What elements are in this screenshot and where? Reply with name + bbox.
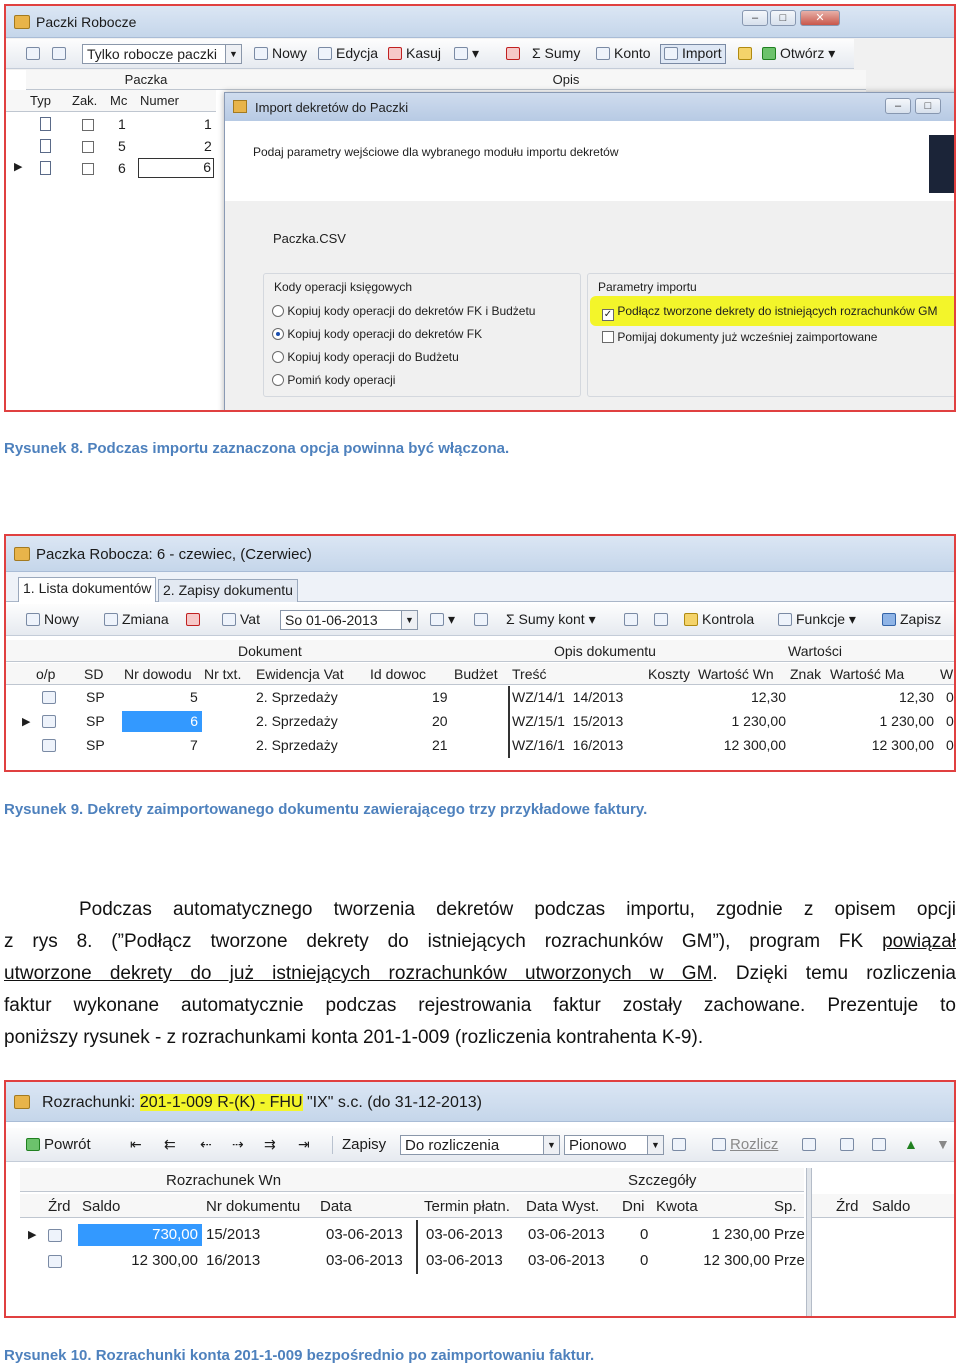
window-title: Paczka Robocza: 6 - czewiec, (Czerwiec)	[36, 546, 312, 563]
dialog-maximize-button[interactable]: □	[915, 98, 941, 114]
group-wartosci: Wartości	[788, 643, 842, 659]
tab-document-records[interactable]: 2. Zapisy dokumentu	[158, 579, 298, 602]
col-kwota[interactable]: Kwota	[656, 1198, 698, 1215]
arrow-right-icon	[762, 47, 776, 60]
settle-icon	[712, 1138, 726, 1151]
stop-icon[interactable]	[506, 45, 524, 63]
col-nr-dowodu[interactable]: Nr dowodu	[124, 666, 192, 682]
col-sp[interactable]: Sp.	[774, 1198, 797, 1215]
printer-doc-icon	[48, 1253, 66, 1269]
cell-nr: 5	[190, 689, 198, 705]
toolbar	[6, 604, 954, 636]
checkbox[interactable]	[82, 138, 94, 154]
x-icon	[388, 47, 402, 60]
functions-icon	[778, 613, 792, 626]
next-icon[interactable]: ⇢	[232, 1136, 244, 1152]
wizard-logo-icon	[929, 135, 956, 193]
cell-sp: Prze	[774, 1252, 805, 1269]
app-icon	[14, 15, 30, 29]
cell-data-wyst: 03-06-2013	[528, 1252, 605, 1269]
edit-doc-icon	[42, 713, 60, 729]
date-select[interactable]: So 01-06-2013 ▼	[280, 610, 418, 630]
figure-9-screenshot	[4, 534, 956, 772]
col-zak[interactable]: Zak.	[72, 93, 98, 108]
account-button[interactable]: Konto	[596, 45, 651, 63]
figure-8-screenshot	[4, 4, 956, 412]
search-icon[interactable]	[672, 1136, 690, 1154]
records-button[interactable]: Zapisy	[342, 1136, 387, 1153]
window-titlebar	[6, 6, 954, 38]
body-paragraph	[4, 894, 956, 1054]
window-title: Rozrachunki: 201-1-009 R-(K) - FHU "IX" s.c. (do 31-12-2013)	[42, 1094, 482, 1111]
calc-icon[interactable]	[624, 611, 642, 629]
cell-numer: 2	[204, 138, 212, 154]
column-header	[20, 1194, 804, 1218]
cell-mc: 6	[118, 160, 126, 176]
sigma-icon: Σ	[506, 611, 515, 627]
delete-icon[interactable]	[186, 611, 204, 629]
figure-10-caption: Rysunek 10. Rozrachunki konta 201-1-009 bezpośrednio po zaimportowaniu faktur.	[4, 1347, 595, 1364]
cell-w: 0	[946, 713, 954, 729]
paragraph-line-4: faktur wykonane automatycznie podczas rejestrowania faktur zostały zachowane. Prezentuje to	[4, 995, 956, 1016]
cell-nr-selected: 6	[122, 711, 202, 732]
checkbox-link-settlements[interactable]: ✓ Podłącz tworzone dekrety do istniejących rozrachunków GM	[603, 304, 938, 320]
table-row[interactable]	[6, 158, 216, 179]
dialog-title: Import dekretów do Paczki	[255, 100, 409, 115]
col-data[interactable]: Data	[320, 1198, 352, 1215]
view-icon[interactable]: ▾	[430, 611, 455, 629]
arrow-up-icon[interactable]: ▲	[904, 1136, 918, 1152]
cell-ewidencja: 2. Sprzedaży	[256, 689, 338, 705]
lock-icon[interactable]	[738, 45, 756, 63]
check-icon	[684, 613, 698, 626]
refresh-icon[interactable]	[26, 45, 44, 63]
cell-sd: SP	[86, 689, 105, 705]
col-nr-txt[interactable]: Nr txt.	[204, 666, 242, 682]
search-icon[interactable]	[474, 611, 492, 629]
radio-option-fk[interactable]: Kopiuj kody operacji do dekretów FK	[272, 327, 482, 341]
row-pointer: ▶	[22, 716, 31, 728]
prev-icon[interactable]: ⇠	[200, 1136, 212, 1152]
group-header	[6, 640, 956, 662]
col-termin[interactable]: Termin płatn.	[424, 1198, 510, 1215]
cell-id: 19	[432, 689, 448, 705]
save-button[interactable]: Zapisz	[882, 611, 941, 629]
cell-numer: 1	[204, 116, 212, 132]
document-icon	[40, 116, 51, 132]
print-icon[interactable]	[654, 611, 672, 629]
col-numer[interactable]: Numer	[140, 93, 180, 108]
cell-sd: SP	[86, 713, 105, 729]
cell-id: 21	[432, 737, 448, 753]
vat-icon	[222, 613, 236, 626]
cell-data-wyst: 03-06-2013	[528, 1226, 605, 1243]
tab-strip	[6, 572, 954, 602]
close-button[interactable]: ✕	[800, 10, 840, 26]
figure-9-caption: Rysunek 9. Dekrety zaimportowanego dokumentu zawierającego trzy przykładowe faktury.	[4, 801, 648, 818]
group-dokument: Dokument	[238, 643, 302, 659]
back-button[interactable]: Powrót	[26, 1136, 91, 1154]
dialog-minimize-button[interactable]: –	[885, 98, 911, 114]
right-column-header	[812, 1194, 956, 1218]
group-header-opis	[266, 70, 866, 90]
row-pointer: ▶	[28, 1229, 37, 1241]
cell-ewidencja: 2. Sprzedaży	[256, 737, 338, 753]
table-row[interactable]	[6, 734, 956, 758]
col-wartosc-ma[interactable]: Wartość Ma	[830, 666, 905, 682]
first-icon[interactable]: ⇤	[130, 1136, 142, 1152]
maximize-button[interactable]: □	[770, 10, 796, 26]
cell-tresc: WZ/16/1 16/2013	[512, 737, 624, 753]
col-wartosc-wn[interactable]: Wartość Wn	[698, 666, 774, 682]
import-dialog	[224, 92, 956, 412]
dialog-prompt: Podaj parametry wejściowe dla wybranego modułu importu dekretów	[253, 145, 619, 159]
cell-dni: 0	[640, 1226, 649, 1243]
cell-data: 03-06-2013	[326, 1226, 403, 1243]
window-title: Paczki Robocze	[36, 14, 137, 30]
functions-button[interactable]: Funkcje ▾	[778, 611, 856, 629]
cell-id: 20	[432, 713, 448, 729]
col-mc[interactable]: Mc	[110, 93, 128, 108]
cell-dni: 0	[640, 1252, 649, 1269]
edit-doc-icon	[42, 689, 60, 705]
cell-data: 03-06-2013	[326, 1252, 403, 1269]
col-sd[interactable]: SD	[84, 666, 104, 682]
document-icon	[40, 160, 51, 176]
cell-mc: 1	[118, 116, 126, 132]
col-znak[interactable]: Znak	[790, 666, 822, 682]
app-icon	[14, 1095, 30, 1109]
figure-8-caption: Rysunek 8. Podczas importu zaznaczona opcja powinna być włączona.	[4, 440, 510, 457]
table-row[interactable]	[6, 686, 956, 710]
paragraph-line-3: utworzone dekrety do już istniejących rozrachunków utworzonych w GM. Dzięki temu rozliczenia	[4, 963, 956, 984]
toolbar	[6, 1128, 954, 1162]
col-zrd[interactable]: Źrd	[48, 1198, 71, 1215]
filter-select[interactable]: Tylko robocze paczki ▼	[82, 44, 242, 64]
print-icon[interactable]	[52, 45, 70, 63]
app-icon	[14, 547, 30, 561]
cell-kwota: 12 300,00	[703, 1252, 770, 1269]
table-row[interactable]	[6, 710, 956, 734]
document-icon	[40, 138, 51, 154]
col-data-wyst[interactable]: Data Wyst.	[526, 1198, 600, 1215]
col-ewidencja[interactable]: Ewidencja Vat	[256, 666, 344, 682]
table-row[interactable]	[20, 1248, 804, 1274]
cell-saldo: 12 300,00	[131, 1252, 198, 1269]
cell-wartosc-ma: 12,30	[898, 689, 934, 705]
cell-termin: 03-06-2013	[426, 1226, 503, 1243]
column-header	[6, 90, 216, 112]
right-col-zrd[interactable]: Źrd	[836, 1198, 859, 1215]
change-button[interactable]: Zmiana	[104, 611, 169, 629]
paragraph-line-5: poniższy rysunek - z rozrachunkami konta 201-1-009 (rozliczenia kontrahenta K-9).	[4, 1027, 704, 1048]
import-icon	[664, 47, 678, 60]
settle-button[interactable]: Rozlicz	[712, 1136, 778, 1154]
params-group	[587, 273, 956, 397]
minimize-button[interactable]: –	[742, 10, 768, 26]
right-col-saldo[interactable]: Saldo	[872, 1198, 911, 1215]
new-button[interactable]: Nowy	[26, 611, 79, 629]
column-header	[6, 663, 956, 685]
table-row[interactable]	[6, 114, 216, 135]
col-saldo[interactable]: Saldo	[82, 1198, 121, 1215]
params-group-label: Parametry importu	[598, 280, 697, 294]
table-row[interactable]	[20, 1222, 804, 1248]
orientation-select[interactable]: Pionowo ▼	[564, 1135, 664, 1155]
cell-w: 0	[946, 737, 954, 753]
radio-option-budget[interactable]: Kopiuj kody operacji do Budżetu	[272, 350, 459, 364]
col-op[interactable]: o/p	[36, 666, 56, 682]
vat-button[interactable]: Vat	[222, 611, 260, 629]
check-button[interactable]: Kontrola	[684, 611, 754, 629]
sums-button[interactable]: Σ Sumy	[532, 45, 581, 61]
dialog-header	[225, 121, 956, 201]
cell-ewidencja: 2. Sprzedaży	[256, 713, 338, 729]
cell-w: 0	[946, 689, 954, 705]
file-label: Paczka.CSV	[273, 231, 346, 246]
radio-option-skip[interactable]: Pomiń kody operacji	[272, 373, 395, 387]
cell-sd: SP	[86, 737, 105, 753]
figure-10-screenshot	[4, 1080, 956, 1318]
group-szczegoly: Szczegóły	[628, 1172, 697, 1189]
cell-nr-dokumentu: 15/2013	[206, 1226, 261, 1243]
cell-mc: 5	[118, 138, 126, 154]
folder-icon	[26, 613, 40, 626]
paragraph-line-2: z rys 8. (”Podłącz tworzone dekrety do istniejących rozrachunków GM”), program FK powiązał	[4, 931, 957, 952]
cell-wartosc-wn: 12,30	[750, 689, 786, 705]
col-w[interactable]: W	[940, 666, 954, 682]
cell-wartosc-wn: 12 300,00	[723, 737, 786, 753]
dialog-titlebar	[225, 93, 956, 121]
last-icon[interactable]: ⇥	[298, 1136, 310, 1152]
cell-kwota: 1 230,00	[711, 1226, 770, 1243]
floppy-icon	[882, 613, 896, 626]
group-rozrachunek-wn: Rozrachunek Wn	[166, 1172, 282, 1189]
pencil-icon	[318, 47, 332, 60]
cell-tresc: WZ/14/1 14/2013	[512, 689, 624, 705]
col-dni[interactable]: Dni	[622, 1198, 645, 1215]
settings-icon[interactable]	[872, 1136, 890, 1154]
window-titlebar	[6, 1082, 954, 1122]
edit-doc-icon	[42, 737, 60, 753]
split-icon[interactable]	[802, 1136, 820, 1154]
sigma-icon: Σ	[532, 45, 541, 61]
checkbox[interactable]	[82, 116, 94, 132]
group-opis: Opis	[552, 72, 580, 87]
sums-button[interactable]: Σ Sumy kont ▾	[506, 611, 596, 627]
view-icon[interactable]: ▾	[454, 45, 479, 63]
cell-nr-dokumentu: 16/2013	[206, 1252, 261, 1269]
group-header	[26, 70, 266, 90]
checkbox-skip-imported[interactable]: Pomijaj dokumenty już wcześniej zaimportowane	[602, 330, 877, 344]
prev-page-icon[interactable]: ⇇	[164, 1136, 176, 1152]
open-button[interactable]: Otwórz ▾	[762, 45, 835, 63]
calendar-icon[interactable]	[840, 1136, 858, 1154]
pencil-icon	[104, 613, 118, 626]
group-header	[20, 1168, 804, 1192]
folder-icon	[254, 47, 268, 60]
cell-nr: 7	[190, 737, 198, 753]
cell-sp: Prze	[774, 1226, 805, 1243]
account-icon	[596, 47, 610, 60]
cell-termin: 03-06-2013	[426, 1252, 503, 1269]
codes-group	[263, 273, 581, 397]
codes-group-label: Kody operacji księgowych	[274, 280, 413, 294]
checkbox[interactable]	[82, 160, 94, 176]
arrow-down-icon[interactable]: ▼	[936, 1136, 950, 1152]
toolbar-separator	[332, 1136, 333, 1154]
delete-button[interactable]: Kasuj	[388, 45, 441, 63]
app-icon	[233, 100, 247, 113]
tab-document-list[interactable]: 1. Lista dokumentów	[18, 577, 156, 602]
import-button[interactable]: Import	[660, 44, 726, 64]
cell-wartosc-ma: 12 300,00	[871, 737, 934, 753]
radio-option-fk-budget[interactable]: Kopiuj kody operacji do dekretów FK i Budżetu	[272, 304, 535, 318]
cell-tresc: WZ/15/1 15/2013	[512, 713, 624, 729]
window-titlebar	[6, 536, 954, 572]
col-typ[interactable]: Typ	[30, 93, 51, 108]
cell-numer-selected: 6	[138, 158, 214, 178]
pane-divider	[806, 1168, 812, 1318]
edit-button[interactable]: Edycja	[318, 45, 378, 63]
col-id[interactable]: Id dowoc	[370, 666, 427, 682]
group-paczka: Paczka	[124, 72, 168, 87]
next-page-icon[interactable]: ⇉	[264, 1136, 276, 1152]
cell-wartosc-ma: 1 230,00	[879, 713, 934, 729]
col-budzet[interactable]: Budżet	[454, 666, 498, 682]
row-pointer: ▶	[14, 161, 23, 173]
table-row[interactable]	[6, 136, 216, 157]
cell-saldo-selected: 730,00	[78, 1224, 202, 1246]
arrow-left-icon	[26, 1138, 40, 1151]
col-koszty[interactable]: Koszty	[648, 666, 691, 682]
col-nr-dokumentu[interactable]: Nr dokumentu	[206, 1198, 301, 1215]
new-button[interactable]: Nowy	[254, 45, 307, 63]
group-opis: Opis dokumentu	[554, 643, 656, 659]
paragraph-line-1: Podczas automatycznego tworzenia dekretów podczas importu, zgodnie z opisem opcji	[79, 899, 956, 920]
toolbar	[6, 39, 854, 69]
mode-select[interactable]: Do rozliczenia ▼	[400, 1135, 560, 1155]
printer-doc-icon	[48, 1227, 66, 1243]
cell-wartosc-wn: 1 230,00	[731, 713, 786, 729]
col-tresc[interactable]: Treść	[512, 666, 547, 682]
